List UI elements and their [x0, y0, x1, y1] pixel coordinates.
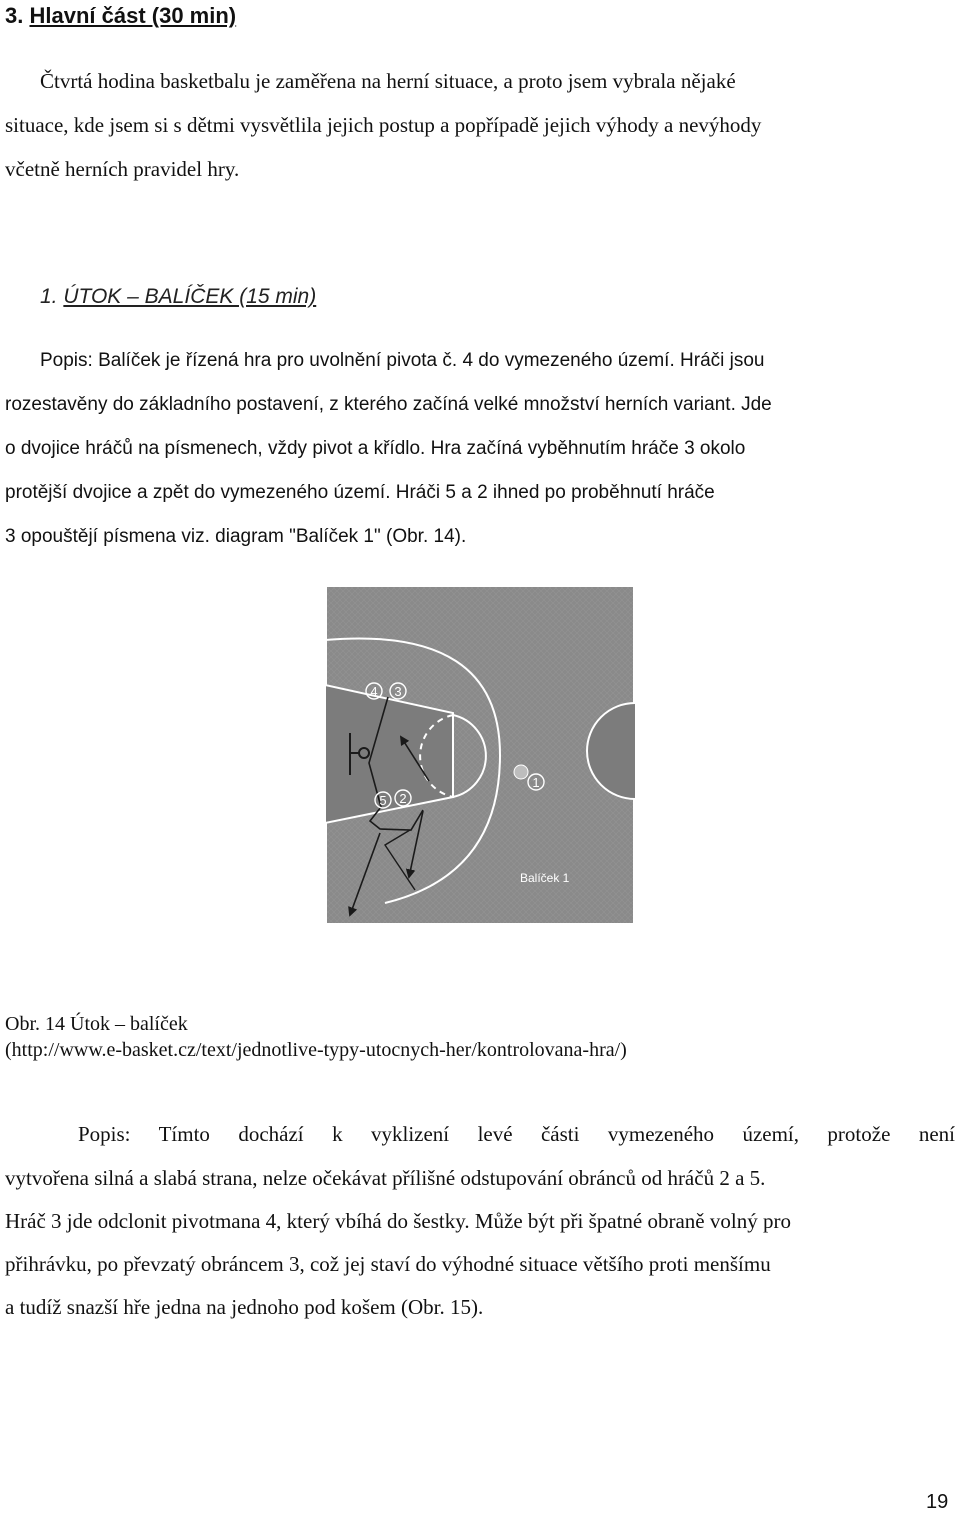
section-heading — [5, 2, 236, 30]
figure-caption: Obr. 14 Útok – balíček — [5, 1013, 188, 1035]
intro-line: Čtvrtá hodina basketbalu je zaměřena na herní situace, a proto jsem vybrala nějaké — [40, 69, 736, 93]
play-diagram — [325, 585, 635, 925]
diagram-label: Balíček 1 — [520, 871, 570, 885]
description-line: rozestavěny do základního postavení, z kterého začíná velké množství herních variant. Jde — [5, 394, 772, 415]
figure-source-url: (http://www.e-basket.cz/text/jednotlive-typy-utocnych-her/kontrolovana-hra/) — [5, 1039, 627, 1061]
description-line: 3 opouštějí písmena viz. diagram "Balíček 1" (Obr. 14). — [5, 526, 467, 547]
svg-text:1: 1 — [532, 775, 540, 790]
description-line: Popis: Balíček je řízená hra pro uvolnění pivota č. 4 do vymezeného území. Hráči jsou — [40, 350, 765, 371]
subsection-title: ÚTOK – BALÍČEK (15 min) — [63, 285, 317, 308]
description-line: přihrávku, po převzatý obráncem 3, což jej staví do výhodné situace většího proti menšímu — [5, 1252, 771, 1276]
svg-text:5: 5 — [379, 793, 387, 808]
description-line: vytvořena silná a slabá strana, nelze očekávat přílišné odstupování obránců od hráčů 2 a 5. — [5, 1166, 766, 1190]
page-number: 19 — [926, 1491, 949, 1513]
intro-line: včetně herních pravidel hry. — [5, 157, 240, 181]
description-line: protější dvojice a zpět do vymezeného území. Hráči 5 a 2 ihned po proběhnutí hráče — [5, 482, 715, 503]
description-line: Hráč 3 jde odclonit pivotmana 4, který vbíhá do šestky. Může být při špatné obraně volný pro — [5, 1209, 791, 1233]
section-title: Hlavní část (30 min) — [29, 3, 237, 28]
ball — [514, 765, 528, 779]
intro-line: situace, kde jsem si s dětmi vysvětlila jejich postup a popřípadě jejich výhody a nevýhody — [5, 113, 762, 137]
description-line: o dvojice hráčů na písmenech, vždy pivot a křídlo. Hra začíná vyběhnutím hráče 3 okolo — [5, 438, 746, 459]
description-line: a tudíž snazší hře jedna na jednoho pod košem (Obr. 15). — [5, 1295, 484, 1319]
svg-text:3: 3 — [394, 684, 402, 699]
subsection-number: 1. — [40, 285, 58, 308]
description-line: Popis: Tímto dochází k vyklizení levé části vymezeného území, protože není — [78, 1122, 955, 1146]
svg-text:4: 4 — [370, 684, 378, 699]
svg-text:2: 2 — [399, 791, 407, 806]
section-number: 3. — [5, 3, 24, 28]
subsection-heading — [40, 283, 316, 311]
